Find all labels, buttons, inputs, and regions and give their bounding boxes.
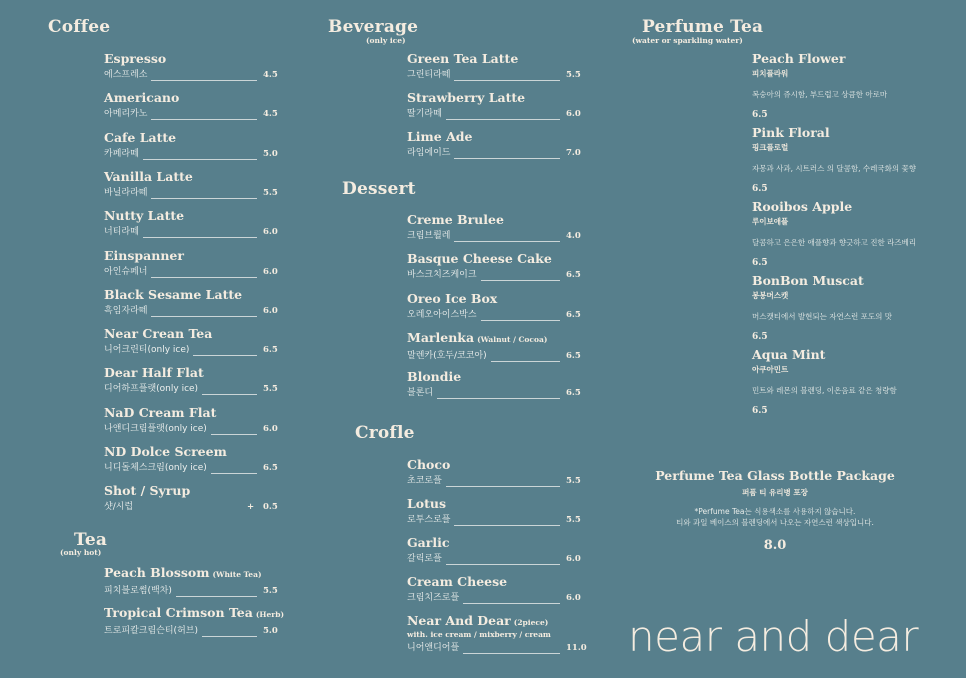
item-row: [407, 475, 590, 489]
item-name-text: NaD Cream Flat: [104, 404, 217, 420]
dotted-leader: [463, 653, 560, 654]
package-note-1: *Perfume Tea는 식용색소를 사용하지 않습니다.: [694, 507, 856, 516]
perfume-korean: 봉봉머스캣: [752, 291, 789, 300]
item-korean: 디어하프플랫(only ice): [104, 384, 199, 395]
item-price: 7.0: [566, 148, 581, 158]
item-korean: 갈릭로플: [407, 554, 442, 564]
item-row: [104, 383, 287, 397]
item-price: 6.5: [566, 309, 581, 320]
menu-item: [104, 208, 287, 242]
item-name: [407, 330, 590, 347]
perfume-name: Aqua Mint: [752, 347, 826, 362]
menu-item: [104, 565, 287, 599]
item-korean: 크림브륄레: [407, 231, 451, 241]
menu-item: [407, 613, 590, 661]
dotted-leader: [151, 198, 257, 199]
item-row: [407, 108, 590, 122]
perfume-price: 6.5: [752, 110, 768, 120]
item-note: (White Tea): [212, 570, 262, 579]
item-row: [104, 585, 287, 599]
dotted-leader: [454, 525, 560, 526]
item-name: [104, 444, 287, 459]
item-korean: 아인슈페너: [104, 266, 148, 277]
item-name-text: Near And Dear: [407, 613, 511, 628]
menu-item: [407, 574, 590, 608]
coffee-title: Coffee: [48, 17, 111, 37]
dotted-leader: [151, 277, 257, 278]
crofle-title: Crofle: [355, 423, 415, 443]
item-price: 0.5: [263, 502, 278, 513]
menu-item: [104, 90, 287, 124]
item-korean: 피치블로썸(백차): [104, 586, 172, 596]
item-row: [407, 147, 590, 161]
dotted-leader: [437, 398, 560, 399]
item-name: [104, 365, 287, 380]
item-name-text: Choco: [407, 457, 451, 472]
menu-item: [104, 326, 287, 360]
item-name: [104, 565, 287, 582]
menu-item: [104, 51, 287, 85]
item-row: [104, 108, 287, 122]
item-korean: 니어크린티(only ice): [104, 345, 190, 356]
menu-item: [407, 251, 590, 285]
menu-item: [407, 457, 590, 491]
item-korean: 너티라떼: [104, 227, 139, 238]
item-name-text: Creme Brulee: [407, 212, 504, 227]
menu-item: [104, 444, 287, 478]
item-row: [104, 226, 287, 240]
perfume-korean: 아쿠아민트: [752, 365, 789, 374]
item-price: 6.0: [263, 227, 278, 238]
dotted-leader: [454, 158, 560, 159]
item-name: [407, 496, 590, 511]
item-row: [407, 69, 590, 83]
dotted-leader: [193, 355, 257, 356]
item-name-text: Cafe Latte: [104, 129, 177, 145]
perfume-item: [752, 273, 892, 342]
item-row: [104, 148, 287, 162]
item-note: (Walnut / Cocoa): [477, 334, 548, 344]
item-price: 5.0: [263, 148, 278, 159]
perfume-name: Rooibos Apple: [752, 199, 853, 214]
item-price: 5.5: [566, 70, 581, 80]
item-name: [104, 208, 287, 223]
perfume-description: 민트와 레몬의 블렌딩, 이온음료 같은 청량함: [752, 386, 897, 395]
item-price: 6.5: [263, 345, 278, 356]
item-name: [104, 130, 287, 145]
item-name-text: Dear Half Flat: [104, 365, 204, 381]
item-price: 5.5: [566, 515, 581, 525]
dotted-leader: [202, 636, 257, 637]
perfume-item: [752, 199, 916, 268]
item-name: [104, 248, 287, 263]
perfume-price: 6.5: [752, 258, 768, 268]
item-name: [407, 90, 590, 105]
perfume-korean: 피치플라워: [752, 69, 789, 78]
menu-item: [104, 130, 287, 164]
item-price: 5.5: [263, 187, 278, 198]
dotted-leader: [202, 394, 257, 395]
item-price: 4.5: [263, 70, 278, 80]
item-row: [104, 423, 287, 437]
item-row: [407, 269, 590, 283]
menu-item: [104, 605, 287, 639]
item-name: [104, 287, 287, 302]
item-name-text: Oreo Ice Box: [407, 290, 498, 306]
item-name-text: Cream Cheese: [407, 574, 508, 589]
dotted-leader: [481, 280, 560, 281]
dotted-leader: [143, 237, 257, 238]
item-korean: 말렌카(호두/코코아): [407, 350, 487, 361]
item-price: 5.5: [263, 586, 278, 596]
dotted-leader: [463, 603, 560, 604]
menu-item: [104, 483, 287, 517]
menu-item: [407, 291, 590, 325]
item-row: [407, 642, 590, 656]
perfume-name: Peach Flower: [752, 51, 846, 66]
item-price: 4.0: [566, 231, 581, 241]
item-name-text: Near Crean Tea: [104, 326, 213, 342]
bottle-package: [620, 468, 930, 553]
item-korean: 로투스로플: [407, 515, 451, 525]
item-name: [104, 405, 287, 420]
item-name-text: Espresso: [104, 51, 167, 66]
package-note: [620, 506, 930, 528]
item-row: [104, 187, 287, 201]
item-name-text: Green Tea Latte: [407, 51, 519, 66]
item-price: 6.0: [263, 423, 278, 434]
item-korean: 트로피칼크림슨티(허브): [104, 625, 198, 636]
item-name: [407, 574, 590, 589]
menu-item: [407, 330, 590, 364]
item-name: [104, 483, 287, 498]
item-name-text: Americano: [104, 90, 180, 106]
item-korean: 오레오아이스박스: [407, 309, 477, 320]
dotted-leader: [151, 80, 257, 81]
item-name-text: Vanilla Latte: [104, 168, 193, 184]
menu-item: [407, 90, 590, 124]
item-korean: 블론디: [407, 388, 434, 399]
item-name: [104, 169, 287, 184]
item-name-text: Shot / Syrup: [104, 483, 191, 499]
perfume-price: 6.5: [752, 406, 768, 416]
item-korean: 흑임자라떼: [104, 305, 148, 316]
item-price: 5.5: [566, 476, 581, 486]
menu-item: [407, 212, 590, 246]
dotted-leader: [454, 80, 560, 81]
item-name-text: Basque Cheese Cake: [407, 251, 552, 267]
perfume-description: 복숭아의 쥬시함, 부드럽고 상큼한 아로마: [752, 90, 888, 99]
perfume-price: 6.5: [752, 332, 768, 342]
brand-logo: near and dear: [628, 612, 919, 661]
item-name: [407, 129, 590, 144]
tea-title: Tea: [74, 530, 108, 550]
tea-subtitle: (only hot): [60, 548, 102, 557]
item-name: [104, 326, 287, 341]
package-kr: 퍼퓸 티 유리병 포장: [742, 488, 808, 497]
price-prefix: +: [247, 502, 255, 513]
item-row: [104, 501, 287, 515]
item-korean: 니어앤디어플: [407, 643, 460, 653]
perfume-name: BonBon Muscat: [752, 273, 864, 288]
dotted-leader: [151, 316, 257, 317]
dessert-title: Dessert: [342, 179, 416, 199]
dotted-leader: [446, 486, 560, 487]
item-name: [407, 251, 590, 266]
menu-item: [407, 369, 590, 403]
dotted-leader: [491, 361, 560, 362]
menu-item: [104, 287, 287, 321]
perfume-description: 달콤하고 은은한 애플향과 향긋하고 진한 라즈베리: [752, 238, 917, 247]
perfume-description: 머스캣티에서 발현되는 자연스런 포도의 맛: [752, 312, 892, 321]
dotted-leader: [143, 159, 257, 160]
item-name-text: Garlic: [407, 535, 450, 550]
item-korean: 크림치즈로플: [407, 593, 460, 603]
item-name-text: Peach Blossom: [104, 565, 210, 580]
item-row: [407, 514, 590, 528]
menu-item: [104, 169, 287, 203]
item-price: 6.5: [263, 463, 278, 473]
item-name: [407, 291, 590, 306]
item-row: [407, 350, 590, 364]
item-korean: 그린티라떼: [407, 70, 451, 80]
package-price: 8.0: [763, 538, 787, 553]
item-row: [104, 266, 287, 280]
item-price: 6.5: [566, 270, 581, 281]
dotted-leader: [211, 434, 257, 435]
item-korean: 초코로플: [407, 476, 442, 486]
item-korean: 나앤디크림플랫(only ice): [104, 423, 207, 434]
menu-item: [407, 496, 590, 530]
item-name-text: ND Dolce Screem: [104, 444, 227, 459]
dotted-leader: [481, 320, 560, 321]
item-note: (Herb): [255, 609, 285, 619]
item-price: 6.0: [263, 266, 278, 277]
item-korean: 니디돌체스크림(only ice): [104, 463, 207, 473]
item-name-text: Einspanner: [104, 247, 184, 263]
item-korean: 카페라떼: [104, 148, 139, 159]
item-name-text: Nutty Latte: [104, 208, 185, 224]
package-note-2: 티와 과일 베이스의 블렌딩에서 나오는 자연스런 색상입니다.: [676, 518, 874, 527]
item-row: [104, 69, 287, 83]
item-name: [407, 457, 590, 472]
item-price: 6.0: [566, 593, 581, 603]
dotted-leader: [446, 119, 560, 120]
item-row: [407, 592, 590, 606]
perfume-subtitle: (water or sparkling water): [632, 36, 743, 45]
item-name: [104, 90, 287, 105]
package-title: Perfume Tea Glass Bottle Package: [655, 468, 895, 483]
menu-item: [104, 248, 287, 282]
item-korean: 바닐라라떼: [104, 187, 148, 198]
item-name: [104, 605, 287, 622]
item-extra: with. ice cream / mixberry / cream: [407, 630, 551, 639]
item-price: 5.0: [263, 625, 278, 636]
beverage-title: Beverage: [328, 17, 419, 37]
item-price: 6.5: [566, 388, 581, 399]
dotted-leader: [446, 564, 560, 565]
item-name-text: Blondie: [407, 369, 462, 385]
perfume-item: [752, 347, 897, 416]
item-name: [104, 51, 287, 66]
item-name: [407, 212, 590, 227]
item-korean: 아메리카노: [104, 109, 148, 120]
perfume-title: Perfume Tea: [642, 17, 764, 37]
perfume-korean: 핑크플로럴: [752, 143, 789, 152]
item-row: [407, 553, 590, 567]
item-note: (2piece): [513, 618, 549, 627]
item-row: [104, 625, 287, 639]
item-name: [407, 51, 590, 66]
dotted-leader: [151, 119, 257, 120]
perfume-item: [752, 51, 887, 120]
item-row: [407, 230, 590, 244]
item-price: 6.0: [566, 554, 581, 564]
item-name: [407, 535, 590, 550]
item-row: [104, 462, 287, 476]
perfume-item: [752, 125, 916, 194]
item-price: 5.5: [263, 384, 278, 395]
item-name-text: Black Sesame Latte: [104, 286, 243, 302]
item-price: 11.0: [566, 643, 587, 653]
menu-item: [407, 129, 590, 163]
item-name-text: Strawberry Latte: [407, 90, 526, 105]
perfume-korean: 루이보애플: [752, 217, 789, 226]
perfume-price: 6.5: [752, 184, 768, 194]
item-price: 6.5: [566, 350, 581, 361]
dotted-leader: [176, 596, 257, 597]
item-price: 4.5: [263, 109, 278, 120]
item-row: [407, 309, 590, 323]
menu-item: [407, 535, 590, 569]
item-korean: 샷/시럽: [104, 502, 134, 513]
item-name-text: Lime Ade: [407, 129, 473, 144]
item-name: [407, 613, 590, 630]
item-row: [407, 387, 590, 401]
menu-item: [104, 365, 287, 399]
perfume-name: Pink Floral: [752, 125, 830, 140]
item-name-text: Tropical Crimson Tea: [104, 604, 253, 620]
menu-item: [104, 405, 287, 439]
item-price: 6.0: [566, 109, 581, 119]
item-korean: 딸기라떼: [407, 109, 442, 119]
menu-item: [407, 51, 590, 85]
beverage-subtitle: (only ice): [366, 36, 406, 45]
item-korean: 바스크치즈케이크: [407, 270, 477, 281]
dotted-leader: [211, 473, 257, 474]
item-korean: 에스프레소: [104, 70, 148, 80]
dotted-leader: [454, 241, 560, 242]
item-row: [104, 344, 287, 358]
item-name: [407, 369, 590, 384]
item-name-text: Marlenka: [407, 329, 475, 345]
item-row: [104, 305, 287, 319]
perfume-description: 자몽과 사과, 시트러스 의 달콤함, 수레국화의 꽃향: [752, 164, 916, 173]
item-korean: 라임에이드: [407, 148, 451, 158]
item-price: 6.0: [263, 305, 278, 316]
item-name-text: Lotus: [407, 496, 447, 511]
